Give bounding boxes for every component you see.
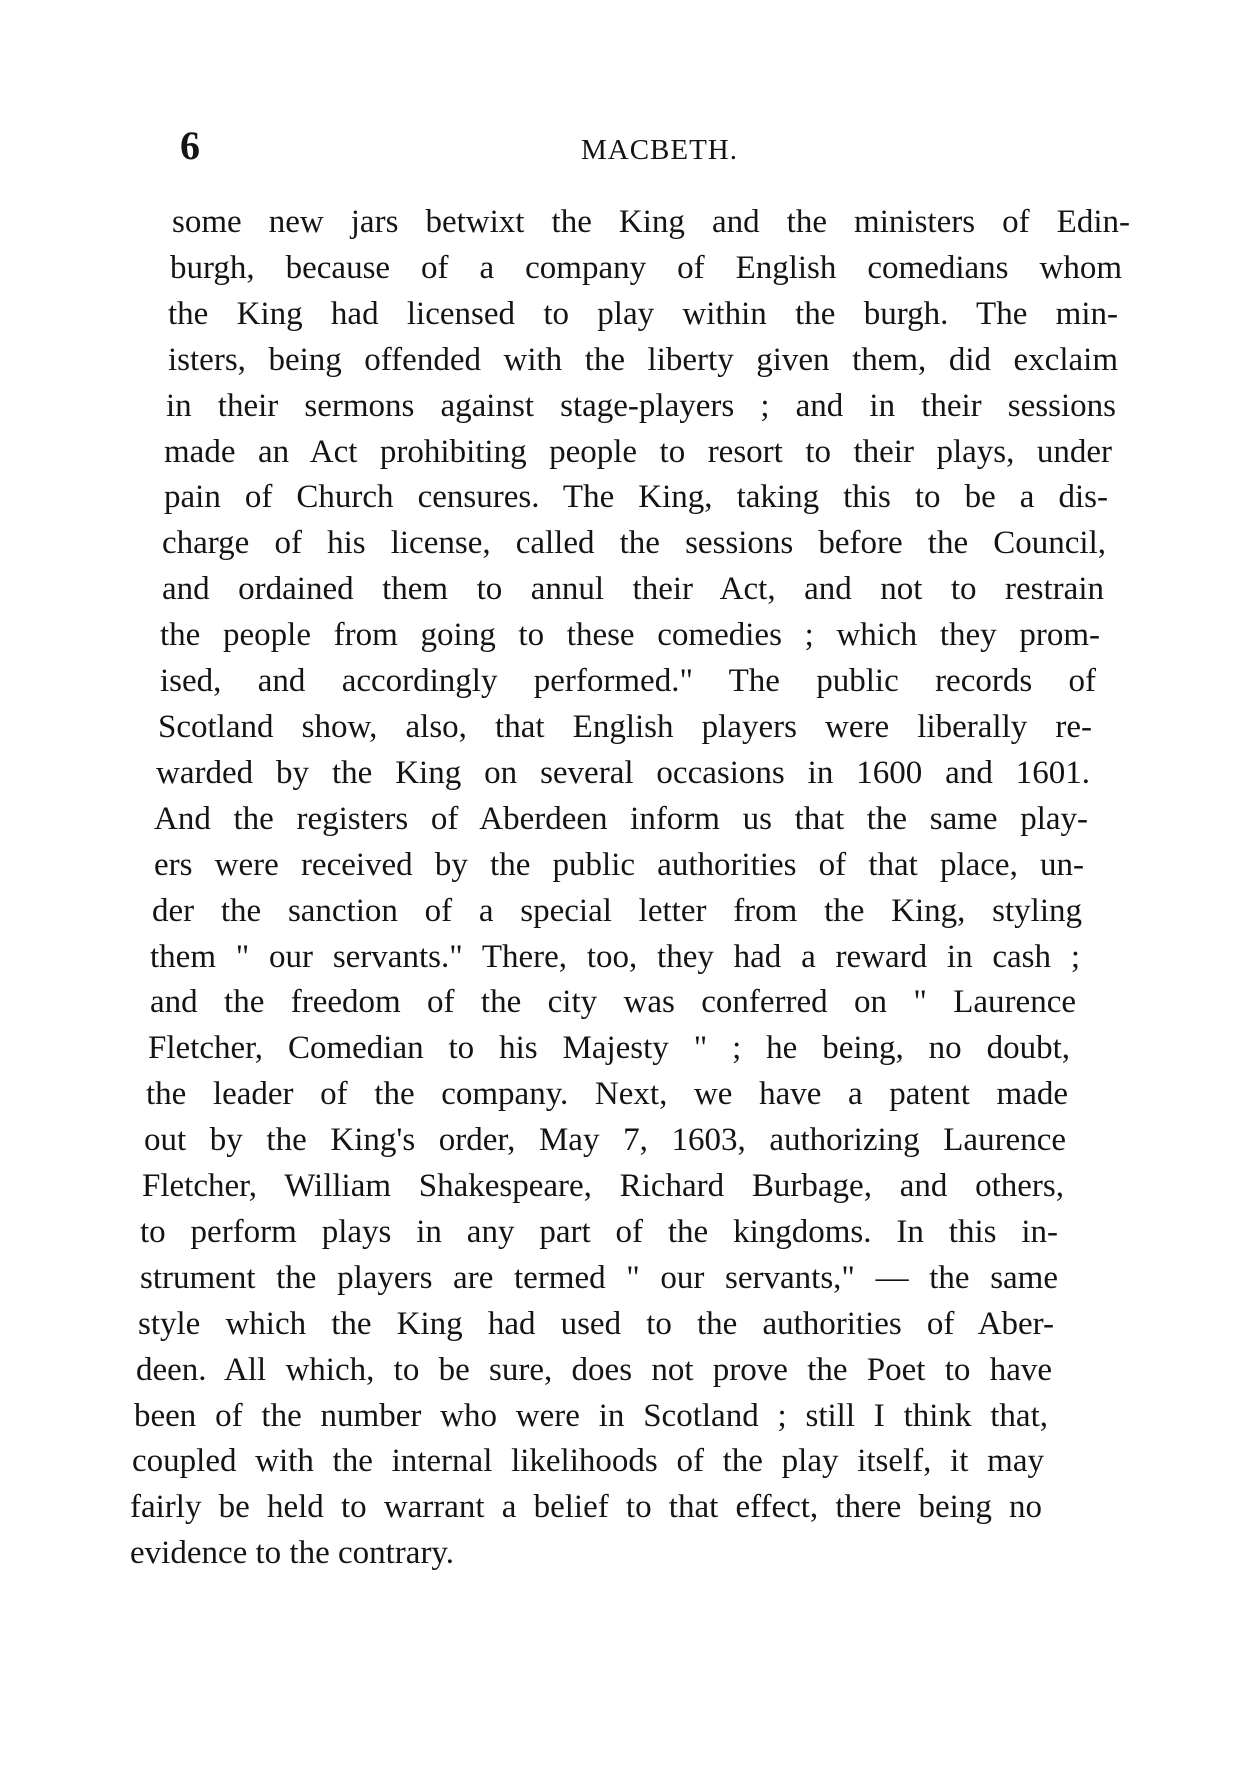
- text-line: burgh, because of a company of English comedians whom: [170, 249, 1122, 286]
- text-line: pain of Church censures. The King, taking this to be a dis-: [164, 479, 1108, 516]
- text-line: evidence to the contrary.: [130, 1535, 455, 1572]
- text-line: and ordained them to annul their Act, and not to restrain: [162, 571, 1104, 608]
- text-line: ers were received by the public authorities of that place, un-: [154, 846, 1084, 883]
- text-line: to perform plays in any part of the kingdoms. In this in-: [140, 1213, 1058, 1250]
- text-line: charge of his license, called the sessions before the Council,: [162, 525, 1106, 562]
- text-line: der the sanction of a special letter from the King, styling: [152, 892, 1082, 929]
- page-number: 6: [180, 123, 200, 168]
- text-line: warded by the King on several occasions in 1600 and 1601.: [156, 754, 1090, 791]
- text-line: the people from going to these comedies ; which they prom-: [160, 617, 1100, 654]
- text-line: ised, and accordingly performed." The public records of: [160, 663, 1096, 700]
- text-line: in their sermons against stage-players ; and in their sessions: [166, 387, 1116, 424]
- text-line: Fletcher, Comedian to his Majesty " ; he being, no doubt,: [148, 1030, 1070, 1067]
- text-line: out by the King's order, May 7, 1603, authorizing Laurence: [144, 1122, 1066, 1159]
- body-paragraph: [130, 200, 1130, 1577]
- text-line: fairly be held to warrant a belief to that effect, there being no: [130, 1489, 1042, 1526]
- text-line: made an Act prohibiting people to resort to their plays, under: [164, 433, 1112, 470]
- text-line: style which the King had used to the authorities of Aber-: [138, 1305, 1054, 1342]
- text-line: Fletcher, William Shakespeare, Richard Burbage, and others,: [142, 1168, 1064, 1205]
- text-line: coupled with the internal likelihoods of the play itself, it may: [132, 1443, 1044, 1480]
- text-line: and the freedom of the city was conferred on " Laurence: [150, 984, 1076, 1021]
- text-line: Scotland show, also, that English players were liberally re-: [158, 708, 1092, 745]
- text-line: them " our servants." There, too, they had a reward in cash ;: [150, 938, 1080, 975]
- text-line: And the registers of Aberdeen inform us that the same play-: [154, 800, 1088, 837]
- text-line: the King had licensed to play within the burgh. The min-: [168, 295, 1118, 332]
- running-title: MACBETH.: [580, 134, 739, 166]
- text-line: deen. All which, to be sure, does not prove the Poet to have: [136, 1351, 1052, 1388]
- text-line: strument the players are termed " our servants," — the same: [140, 1259, 1058, 1296]
- text-line: some new jars betwixt the King and the ministers of Edin-: [172, 204, 1130, 240]
- text-line: been of the number who were in Scotland ; still I think that,: [134, 1397, 1048, 1434]
- text-line: isters, being offended with the liberty given them, did exclaim: [168, 341, 1118, 378]
- text-line: the leader of the company. Next, we have a patent made: [146, 1076, 1068, 1113]
